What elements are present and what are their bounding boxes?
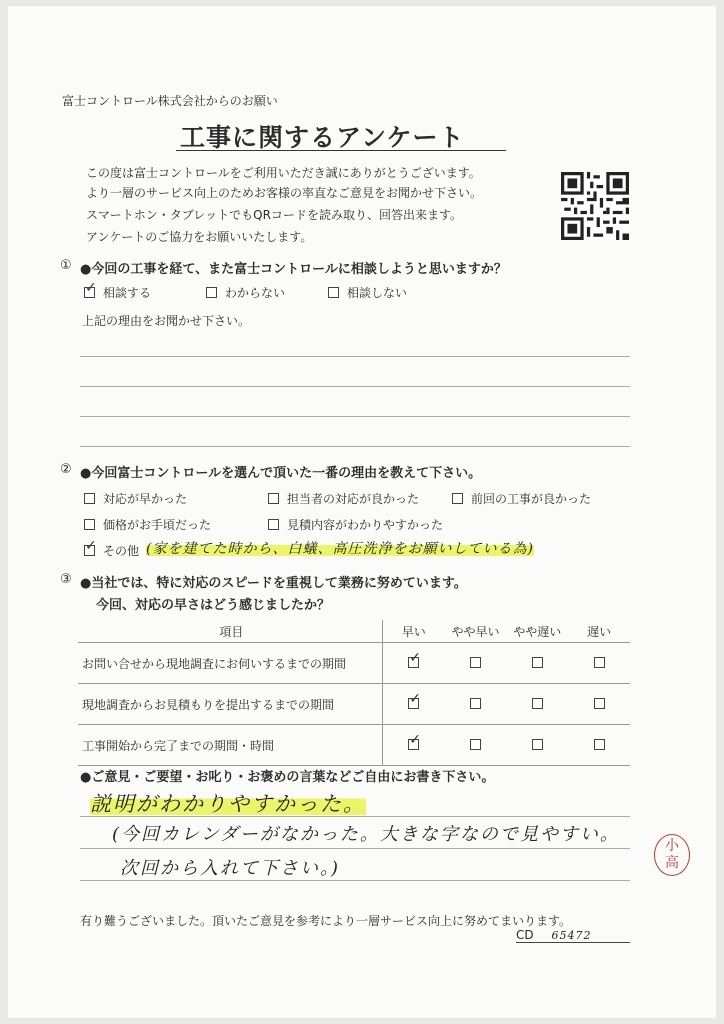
checkbox[interactable]	[268, 519, 279, 530]
page-title: 工事に関するアンケート	[180, 123, 465, 152]
checkbox[interactable]	[452, 493, 463, 504]
q2-number: ②	[60, 462, 72, 477]
option-label: 見積内容がわかりやすかった	[287, 518, 444, 532]
q1-question: ●今回の工事を経て、また富士コントロールに相談しようと思いますか？	[80, 262, 507, 277]
q3-number: ③	[60, 572, 72, 587]
answer-line	[80, 356, 630, 357]
checkbox[interactable]	[470, 698, 481, 709]
answer-line	[80, 386, 630, 387]
option-label: 相談しない	[347, 286, 408, 300]
rating-cell[interactable]	[568, 684, 630, 725]
col-header-slow: 遅い	[568, 620, 630, 643]
speed-rating-table	[78, 620, 630, 766]
q3-question-line-1: ●当社では、特に対応のスピードを重視して業務に努めています。	[80, 576, 467, 591]
checkbox[interactable]	[84, 538, 97, 556]
checkbox[interactable]	[532, 698, 543, 709]
q2-option-previous[interactable]	[452, 490, 591, 507]
q2-option-other[interactable]	[84, 538, 140, 559]
check-mark-icon: ✓	[85, 280, 97, 296]
col-header-somewhat-fast: やや早い	[445, 620, 507, 643]
option-label: 前回の工事が良かった	[471, 492, 592, 506]
rating-cell[interactable]	[445, 684, 507, 725]
option-label: 担当者の対応が良かった	[287, 492, 420, 506]
row-label: お問い合せから現地調査にお伺いするまでの期間	[78, 643, 382, 684]
checkbox[interactable]	[206, 287, 217, 298]
q4-question: ●ご意見・ご要望・お叱り・お褒めの言葉などご自由にお書き下さい。	[80, 770, 495, 785]
checkbox[interactable]	[470, 657, 481, 668]
company-request: 富士コントロール株式会社からのお願い	[62, 94, 278, 108]
checkbox[interactable]	[408, 691, 421, 709]
checkbox[interactable]	[470, 739, 481, 750]
table-row	[78, 643, 630, 684]
qr-code[interactable]	[561, 172, 629, 240]
checkbox[interactable]	[532, 657, 543, 668]
q1-number: ①	[60, 258, 72, 273]
rating-cell[interactable]	[382, 725, 444, 766]
rating-cell[interactable]	[382, 643, 444, 684]
checkbox[interactable]	[594, 657, 605, 668]
check-mark-icon: ✓	[85, 538, 97, 554]
comment-line-2: (今回カレンダーがなかった。大きな字なので見やすい。	[112, 824, 620, 845]
table-header-row	[78, 620, 630, 643]
col-header-item: 項目	[78, 620, 382, 643]
intro-line-1: この度は富士コントロールをご利用いただき誠にありがとうございます。	[86, 166, 481, 180]
q1-option-no[interactable]	[328, 284, 407, 301]
rating-cell[interactable]	[506, 725, 568, 766]
q3-question-line-2: 今回、対応の早さはどう感じましたか？	[96, 598, 331, 613]
checkbox[interactable]	[594, 739, 605, 750]
checkbox[interactable]	[268, 493, 279, 504]
q1-option-unsure[interactable]	[206, 284, 285, 301]
cd-value: 65472	[551, 929, 592, 942]
row-label: 工事開始から完了までの期間・時間	[78, 725, 382, 766]
checkbox[interactable]	[328, 287, 339, 298]
stamp-text: 小高	[665, 838, 679, 871]
row-label: 現地調査からお見積もりを提出するまでの期間	[78, 684, 382, 725]
cd-field	[516, 928, 591, 942]
rating-cell[interactable]	[568, 643, 630, 684]
col-header-fast: 早い	[382, 620, 444, 643]
check-mark-icon: ✓	[409, 732, 421, 748]
option-label: わからない	[225, 286, 286, 300]
q2-question: ●今回富士コントロールを選んで頂いた一番の理由を教えて下さい。	[80, 466, 482, 481]
checkbox[interactable]	[84, 493, 95, 504]
checkbox[interactable]	[408, 732, 421, 750]
intro-line-2: より一層のサービス向上のためお客様の率直なご意見をお聞かせ下さい。	[86, 186, 483, 200]
rating-cell[interactable]	[445, 643, 507, 684]
survey-sheet	[8, 6, 716, 1018]
rating-cell[interactable]	[506, 643, 568, 684]
title-underline	[176, 150, 506, 151]
q1-option-consult[interactable]	[84, 280, 152, 301]
checkbox[interactable]	[532, 739, 543, 750]
q2-other-answer: (家を建てた時から、白蟻、高圧洗浄をお願いしている為)	[146, 538, 534, 558]
answer-line	[80, 416, 630, 417]
table-row	[78, 725, 630, 766]
option-label: その他	[103, 544, 140, 558]
option-label: 相談する	[103, 286, 152, 300]
q2-option-estimate[interactable]	[268, 516, 443, 533]
cd-underline	[516, 942, 630, 943]
answer-line	[80, 446, 630, 447]
intro-line-4: アンケートのご協力をお願いいたします。	[86, 230, 313, 244]
checkbox[interactable]	[84, 280, 97, 298]
q2-option-staff[interactable]	[268, 490, 419, 507]
rating-cell[interactable]	[506, 684, 568, 725]
cd-label: CD	[516, 928, 534, 942]
answer-line	[80, 880, 630, 881]
table-row	[78, 684, 630, 725]
option-label: 価格がお手頃だった	[103, 518, 212, 532]
answer-line	[80, 816, 630, 817]
thank-you-message: 有り難うございました。頂いたご意見を参考により一層サービス向上に努めてまいります。	[80, 914, 572, 928]
rating-cell[interactable]	[568, 725, 630, 766]
comment-line-3: 次回から入れて下さい。)	[120, 858, 341, 879]
intro-line-3: スマートホン・タブレットでもQRコードを読み取り、回答出来ます。	[86, 208, 462, 222]
q1-reason-prompt: 上記の理由をお聞かせ下さい。	[82, 314, 251, 328]
rating-cell[interactable]	[382, 684, 444, 725]
checkbox[interactable]	[408, 650, 421, 668]
answer-line	[80, 848, 630, 849]
q2-option-price[interactable]	[84, 516, 211, 533]
name-stamp	[654, 834, 690, 876]
checkbox[interactable]	[84, 519, 95, 530]
comment-line-1: 説明がわかりやすかった。	[90, 788, 366, 818]
option-label: 対応が早かった	[103, 492, 188, 506]
rating-cell[interactable]	[445, 725, 507, 766]
check-mark-icon: ✓	[409, 691, 421, 707]
check-mark-icon: ✓	[409, 650, 421, 666]
q2-option-fast[interactable]	[84, 490, 187, 507]
checkbox[interactable]	[594, 698, 605, 709]
col-header-somewhat-slow: やや遅い	[506, 620, 568, 643]
